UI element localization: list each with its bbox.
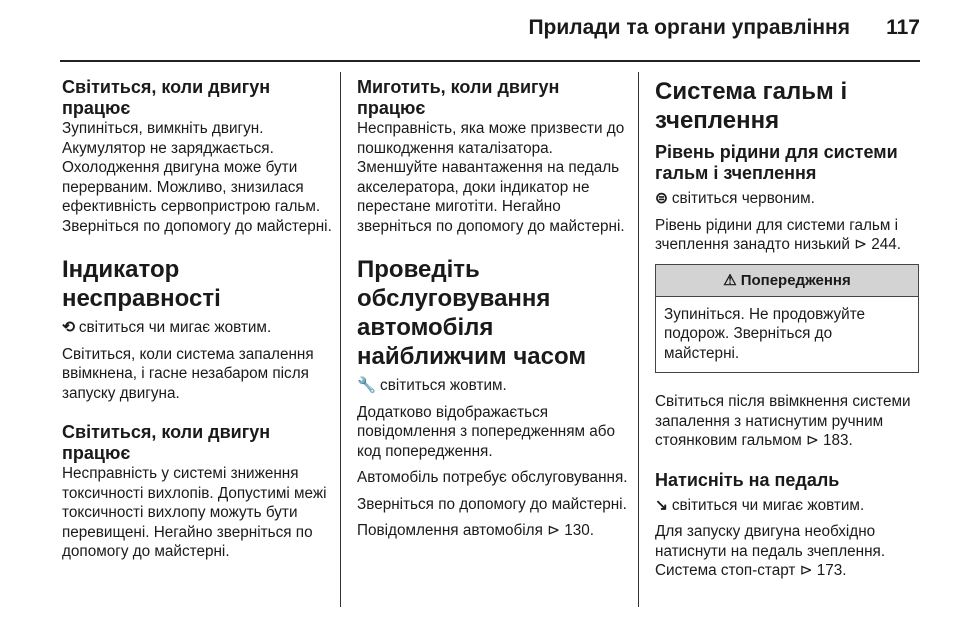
- paragraph-fault-status: [62, 318, 334, 338]
- column-right: [655, 77, 925, 581]
- section-heading-blinks: Миготить, коли двигун працює: [357, 77, 560, 118]
- warning-box: [655, 264, 919, 374]
- paragraph-engine-on-2: Несправність у системі зниження токсичності вихлопів. Допустимі межі токсичності вихлопу можуть бути перевищені. Негайно зверніться по допомогу до майстерні.: [62, 465, 327, 560]
- paragraph-fault-desc: Світиться, коли система запалення ввімкнена, і гасне незабаром після запуску двигуна.: [62, 345, 314, 402]
- paragraph-blinks: Несправність, яка може призвести до пошкодження каталізатора. Зменшуйте навантаження на педаль акселератора, доки індикатор не перестане миготіти. Негайно зверніться по допомогу до майстерні.: [357, 120, 625, 235]
- page-number: 117: [886, 16, 920, 39]
- paragraph-service-help: Зверніться по допомогу до майстерні.: [357, 495, 627, 513]
- paragraph-service-status: [357, 376, 632, 396]
- section-heading-engine-on-2: Світиться, коли двигун працює: [62, 422, 271, 463]
- paragraph-parking-brake: Світиться після ввімкнення системи запалення з натиснутим ручним стоянковим гальмом ⊳ 183.: [655, 393, 911, 449]
- engine-check-icon: ⟲: [62, 319, 75, 336]
- column-divider: [638, 72, 639, 607]
- paragraph-service-need: Автомобіль потребує обслуговування.: [357, 469, 628, 486]
- pedal-status-text: світиться чи мигає жовтим.: [671, 496, 865, 514]
- paragraph-fluid-low: Рівень рідини для системи гальм і зчеплення занадто низький ⊳ 244.: [655, 216, 901, 253]
- warning-body: [656, 296, 918, 373]
- service-status-text: світиться жовтим.: [380, 377, 507, 394]
- section-heading-fault-indicator: Індикатор несправності: [62, 256, 221, 312]
- warning-text: Зупиніться. Не продовжуйте подорож. Зверніться до майстерні.: [664, 305, 866, 362]
- header-rule: [60, 60, 920, 62]
- paragraph-service-extra: Додатково відображається повідомлення з попередженням або код попередження.: [357, 403, 616, 460]
- column-divider: [340, 72, 341, 607]
- brake-fluid-icon: ⊜: [655, 190, 668, 207]
- page-title: Прилади та органи управління: [528, 16, 850, 39]
- paragraph-pedal-desc: Для запуску двигуна необхідно натиснути на педаль зчеплення. Система стоп-старт ⊳ 173.: [655, 523, 886, 579]
- fault-status-text: світиться чи мигає жовтим.: [78, 319, 272, 336]
- section-heading-press-pedal: Натисніть на педаль: [655, 469, 840, 490]
- warning-header: [656, 265, 918, 296]
- section-heading-fluid-level: Рівень рідини для системи гальм і зчеплення: [655, 142, 898, 183]
- page-header: [0, 0, 960, 60]
- section-heading-brake-system: Система гальм і зчеплення: [655, 78, 848, 134]
- section-heading-engine-on: Світиться, коли двигун працює: [62, 77, 271, 118]
- paragraph-fluid-status: [655, 189, 925, 209]
- column-middle: [357, 77, 632, 541]
- paragraph-engine-on: Зупиніться, вимкніть двигун. Акумулятор не заряджається. Охолодження двигуна може бути перерваним. Можливо, знизилася ефективність сервопристрою гальм. Зверніться по допомогу до майстерні.: [62, 120, 332, 235]
- column-left: [62, 77, 334, 562]
- warning-triangle-icon: ⚠: [723, 271, 737, 289]
- paragraph-pedal-status: [655, 496, 925, 516]
- fluid-status-text: світиться червоним.: [671, 190, 815, 207]
- wrench-icon: 🔧: [357, 377, 377, 394]
- clutch-pedal-icon: ↘: [655, 496, 668, 514]
- warning-title: Попередження: [740, 271, 851, 289]
- paragraph-service-ref: Повідомлення автомобіля ⊳ 130.: [357, 522, 594, 539]
- section-heading-service: Проведіть обслуговування автомобіля найближчим часом: [357, 256, 587, 370]
